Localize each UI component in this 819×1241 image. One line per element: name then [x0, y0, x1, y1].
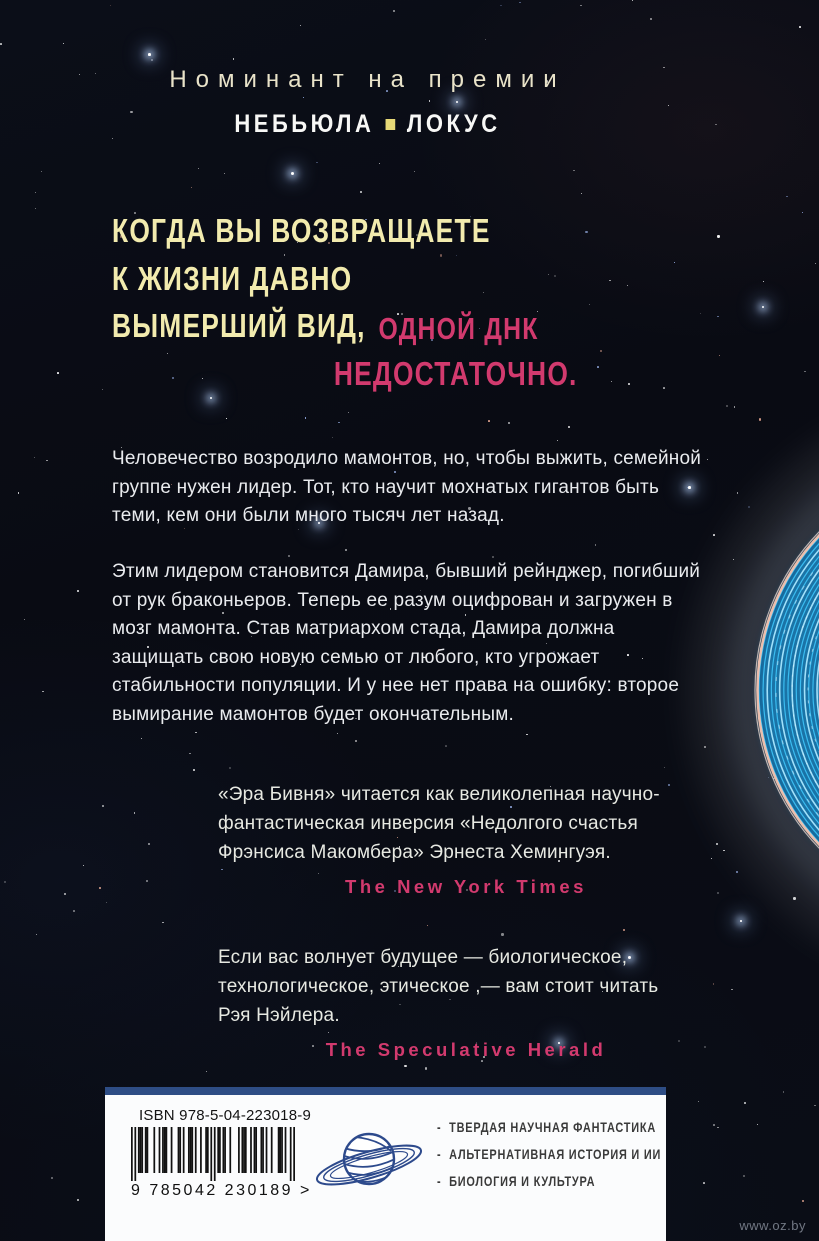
isbn-number: ISBN 978-5-04-223018-9 — [139, 1107, 312, 1124]
headline-line-3-yellow: ВЫМЕРШИЙ ВИД, — [112, 307, 366, 344]
genre-item-3 — [437, 1173, 661, 1189]
headline-line-3 — [112, 302, 578, 350]
genre-item-2 — [437, 1146, 661, 1162]
review-quote-herald-source: The Speculative Herald — [325, 1039, 607, 1060]
isbn-block — [131, 1107, 312, 1200]
review-quote-herald — [218, 943, 670, 1061]
headline-line-1: КОГДА ВЫ ВОЗВРАЩАЕТЕ — [112, 212, 491, 249]
publisher-info-bar — [105, 1087, 666, 1241]
synopsis-paragraph-2: Этим лидером становится Дамира, бывший рейнджер, погибший от рук браконьеров. Теперь ее разум оцифрован и загружен в мозг мамонта. Став матриархом стада, Дамира должна защищать свою новую семью от любого, кто угрожает стабильности популяции. И у нее нет права на ошибку: второе вымирание мамонтов будет окончательным. — [112, 561, 701, 725]
ean13-barcode — [131, 1127, 295, 1181]
award-prize-nebula: НЕБЬЮЛА — [234, 110, 375, 138]
review-quote-herald-text: Если вас волнует будущее — биологическое, технологическое, этическое ,— вам стоит читать Рэя Нэйлера. — [218, 947, 659, 1026]
synopsis-paragraph-1: Человечество возродило мамонтов, но, чтобы выжить, семейной группе нужен лидер. Тот, кто научит мохнатых гигантов быть теми, кем они были много тысяч лет назад. — [112, 448, 702, 526]
award-prizes-line — [44, 110, 691, 139]
genre-text-1: ТВЕРДАЯ НАУЧНАЯ ФАНТАСТИКА — [449, 1119, 656, 1135]
genre-list — [437, 1119, 724, 1200]
site-watermark: www.oz.by — [739, 1218, 806, 1233]
bar-top-blue-stripe — [105, 1087, 666, 1095]
award-separator-square-icon — [386, 119, 396, 130]
barcode-human-digits: 9 785042 230189 > — [131, 1182, 312, 1199]
genre-dash: - — [437, 1173, 446, 1189]
genre-dash: - — [437, 1146, 446, 1162]
bar-content — [105, 1095, 666, 1203]
tagline-headline — [112, 207, 694, 397]
headline-line-2: К ЖИЗНИ ДАВНО — [112, 259, 353, 297]
award-block — [0, 66, 735, 139]
genre-text-2: АЛЬТЕРНАТИВНАЯ ИСТОРИЯ И ИИ — [449, 1146, 662, 1162]
genre-text-3: БИОЛОГИЯ И КУЛЬТУРА — [449, 1173, 596, 1189]
review-quote-nyt-text: «Эра Бивня» читается как великолепная научно-фантастическая инверсия «Недолгого счастья Фрэнсиса Макомбера» Эрнеста Хемингуэя. — [218, 784, 660, 863]
award-prize-locus: ЛОКУС — [406, 110, 501, 138]
review-quote-nyt — [218, 780, 670, 898]
headline-line-4-pink: НЕДОСТАТОЧНО. — [333, 354, 578, 392]
award-nominee-label: Номинант на премии — [169, 66, 566, 93]
review-quote-nyt-source: The New York Times — [345, 876, 587, 897]
publisher-saturn-logo-icon — [311, 1121, 427, 1203]
headline-line-3-pink: ОДНОЙ ДНК — [378, 311, 539, 346]
genre-item-1 — [437, 1119, 661, 1135]
genre-dash: - — [437, 1119, 446, 1135]
